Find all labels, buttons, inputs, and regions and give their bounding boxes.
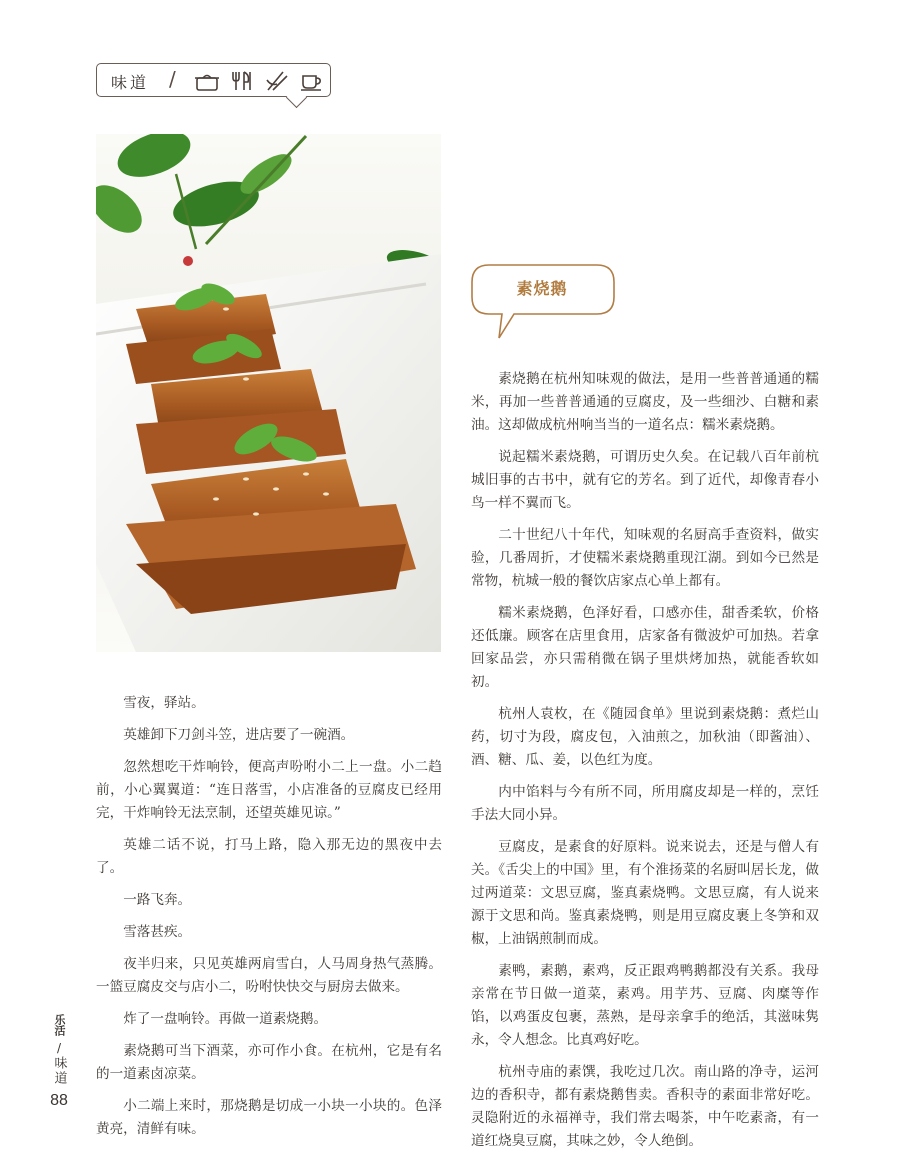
pot-icon bbox=[194, 70, 220, 92]
paragraph: 素烧鹅在杭州知味观的做法，是用一些普普通通的糯米，再加一些普普通通的豆腐皮，及一些细沙、白糖和素油。这却做成杭州响当当的一道名点：糯米素烧鹅。 bbox=[471, 371, 819, 433]
subheading-title: 素烧鹅 bbox=[516, 279, 568, 298]
fork-knife-icon bbox=[230, 70, 254, 92]
page-folio bbox=[44, 1014, 74, 1110]
paragraph: 小二端上来时，那烧鹅是切成一小块一小块的。色泽黄亮，清鲜有味。 bbox=[96, 1098, 442, 1137]
paragraph: 夜半归来，只见英雄两肩雪白，人马周身热气蒸腾。一篮豆腐皮交与店小二，吩咐快快交与厨房去做来。 bbox=[96, 956, 442, 995]
paragraph: 素烧鹅可当下酒菜，亦可作小食。在杭州，它是有名的一道素卤凉菜。 bbox=[96, 1043, 442, 1082]
paragraph: 说起糯米素烧鹅，可谓历史久矣。在记载八百年前杭城旧事的古书中，就有它的芳名。到了近代，却像青春小鸟一样不翼而飞。 bbox=[471, 449, 819, 511]
section-label: 味道 bbox=[111, 73, 150, 92]
paragraph: 忽然想吃干炸响铃，便高声吩咐小二上一盘。小二趋前，小心翼翼道：“连日落雪，小店准备的豆腐皮已经用完，干炸响铃无法烹制，还望英雄见谅。” bbox=[96, 759, 442, 821]
paragraph: 雪夜，驿站。 bbox=[123, 695, 205, 711]
paragraph: 杭州人袁枚，在《随园食单》里说到素烧鹅：煮烂山药，切寸为段，腐皮包，入油煎之，加秋油（即酱油）、酒、糖、瓜、姜，以色红为度。 bbox=[471, 706, 819, 768]
page-number: 88 bbox=[50, 1092, 68, 1109]
paragraph: 雪落甚疾。 bbox=[123, 924, 192, 940]
paragraph: 内中馅料与今有所不同，所用腐皮却是一样的，烹饪手法大同小异。 bbox=[471, 784, 819, 823]
paragraph: 二十世纪八十年代，知味观的名厨高手查资料，做实验，几番周折，才使糯米素烧鹅重现江湖。到如今已然是常物，杭城一般的餐饮店家点心单上都有。 bbox=[471, 527, 819, 589]
paragraph: 糯米素烧鹅，色泽好看，口感亦佳，甜香柔软，价格还低廉。顾客在店里食用，店家备有微波炉可加热。若拿回家品尝，亦只需稍微在锅子里烘烤加热，就能香软如初。 bbox=[471, 605, 819, 690]
cup-icon bbox=[299, 70, 323, 92]
paragraph: 英雄二话不说，打马上路，隐入那无边的黑夜中去了。 bbox=[96, 837, 442, 876]
chopsticks-icon bbox=[265, 70, 289, 92]
folio-separator: / bbox=[56, 1041, 62, 1055]
section-header-tag bbox=[96, 63, 331, 97]
food-photo bbox=[96, 134, 441, 652]
paragraph: 豆腐皮，是素食的好原料。说来说去，还是与僧人有关。《舌尖上的中国》里，有个淮扬菜的名厨叫居长龙，做过两道菜：文思豆腐，鉴真素烧鸭。文思豆腐，有人说来源于文思和尚。鉴真素烧鸭，则是用豆腐皮裹上冬笋和双椒，上油锅煎制而成。 bbox=[471, 839, 819, 947]
folio-section: 味道 bbox=[51, 1056, 67, 1086]
paragraph: 英雄卸下刀剑斗笠，进店要了一碗酒。 bbox=[123, 727, 355, 743]
paragraph: 杭州寺庙的素馔，我吃过几次。南山路的净寺，运河边的香积寺，都有素烧鹅售卖。香积寺的素面非常好吃。灵隐附近的永福禅寺，我们常去喝茶，中午吃素斋，有一道红烧臭豆腐，其味之妙，令人绝倒。 bbox=[471, 1064, 819, 1149]
paragraph: 炸了一盘响铃。再做一道素烧鹅。 bbox=[123, 1011, 328, 1027]
paragraph: 素鸭，素鹅，素鸡，反正跟鸡鸭鹅都没有关系。我母亲常在节日做一道菜，素鸡。用芋艿、豆腐、肉糜等作馅，以鸡蛋皮包裹，蒸熟，是母亲拿手的绝活，其滋味隽永，令人想念。比真鸡好吃。 bbox=[471, 963, 819, 1048]
column-name: 乐活 bbox=[53, 1014, 66, 1036]
paragraph: 一路飞奔。 bbox=[123, 892, 192, 908]
section-separator: / bbox=[169, 67, 176, 91]
left-column-text bbox=[96, 692, 442, 1150]
subheading-bubble bbox=[469, 262, 617, 342]
right-column-text bbox=[471, 368, 819, 1162]
